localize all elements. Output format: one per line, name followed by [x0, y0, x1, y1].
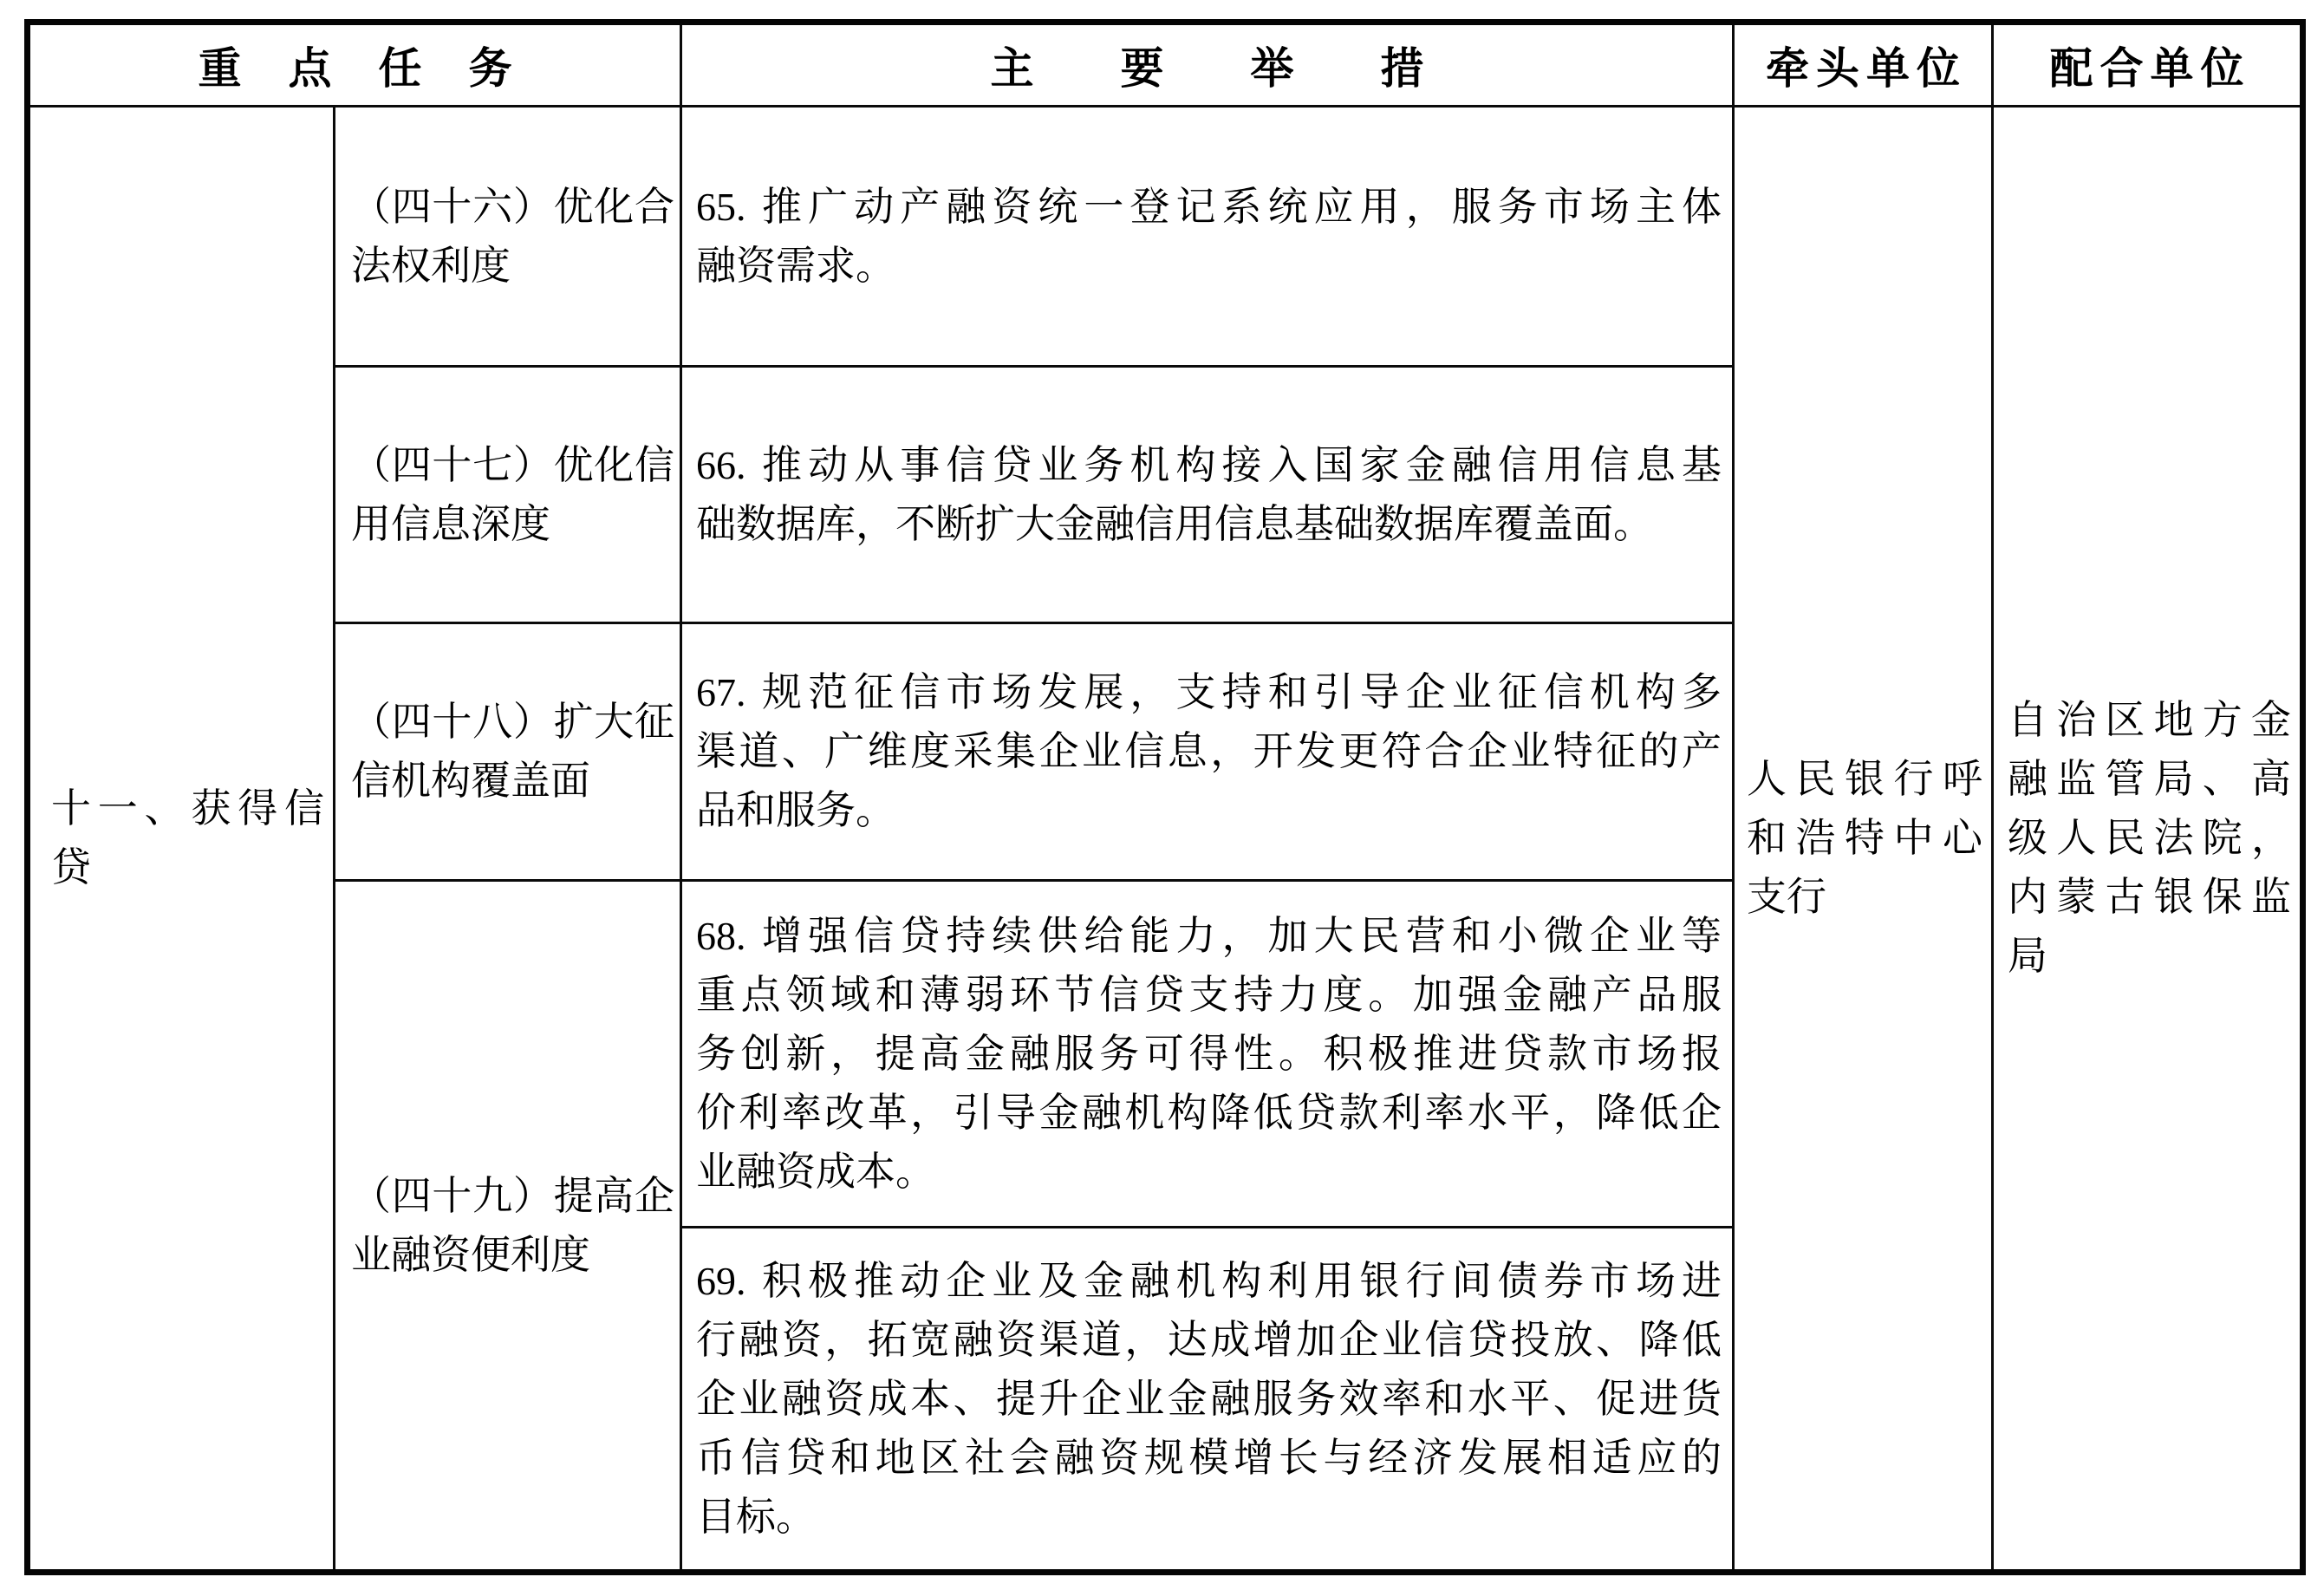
text-line: 十一、获得信 — [51, 786, 324, 831]
text-line: 级人民法院， — [2008, 816, 2291, 860]
task-cell-46 — [335, 107, 681, 367]
text-line: 目标。 — [696, 1494, 816, 1539]
text-line: 人民银行呼 — [1747, 757, 1982, 801]
measure-cell-69 — [681, 1228, 1734, 1573]
text-line: 法权利度 — [351, 243, 511, 288]
task-cell-48 — [335, 623, 681, 881]
text-line: 行融资，拓宽融资渠道，达成增加企业信贷投放、降低 — [696, 1317, 1722, 1362]
text-line: 础数据库，不断扩大金融信用信息基础数据库覆盖面。 — [696, 501, 1653, 546]
task-cell-49 — [335, 881, 681, 1573]
text-line: 66. 推动从事信贷业务机构接入国家金融信用信息基 — [696, 442, 1722, 487]
text-line: 业融资成本。 — [696, 1149, 935, 1194]
category-cell-obtaining-credit — [28, 107, 335, 1573]
support-unit-cell — [1993, 107, 2303, 1573]
text-line: 内蒙古银保监 — [2008, 875, 2291, 919]
text-line: （四十七）优化信 — [351, 442, 674, 487]
text-line: 67. 规范征信市场发展，支持和引导企业征信机构多 — [696, 670, 1722, 714]
text-line: 币信贷和地区社会融资规模增长与经济发展相适应的 — [696, 1435, 1722, 1480]
measure-cell-67 — [681, 623, 1734, 881]
text-line: 局 — [2008, 934, 2047, 978]
text-line: 品和服务。 — [696, 788, 895, 832]
text-line: 渠道、广维度采集企业信息，开发更符合企业特征的产 — [696, 729, 1722, 773]
text-line: 69. 积极推动企业及金融机构利用银行间债券市场进 — [696, 1258, 1722, 1303]
text-line: （四十九）提高企 — [351, 1173, 674, 1218]
header-lead-unit: 牵头单位 — [1734, 23, 1993, 107]
header-support-unit: 配合单位 — [1993, 23, 2303, 107]
task-division-table — [24, 19, 2306, 1575]
header-main-measures: 主要举措 — [681, 23, 1734, 107]
measure-cell-66 — [681, 367, 1734, 623]
measure-cell-68 — [681, 881, 1734, 1228]
text-line: 企业融资成本、提升企业金融服务效率和水平、促进货 — [696, 1376, 1722, 1421]
text-line: 用信息深度 — [351, 501, 550, 546]
text-line: 融监管局、高 — [2008, 757, 2291, 801]
text-line: 重点领域和薄弱环节信贷支持力度。加强金融产品服 — [696, 972, 1722, 1017]
header-key-tasks: 重点任务 — [28, 23, 681, 107]
text-line: （四十八）扩大征 — [351, 700, 674, 744]
text-line: 务创新，提高金融服务可得性。积极推进贷款市场报 — [696, 1031, 1722, 1076]
measure-cell-65 — [681, 107, 1734, 367]
task-cell-47 — [335, 367, 681, 623]
text-line: 支行 — [1747, 875, 1826, 919]
row-task-46 — [28, 107, 2303, 367]
text-line: 融资需求。 — [696, 243, 895, 288]
text-line: 业融资便利度 — [351, 1232, 590, 1277]
text-line: 65. 推广动产融资统一登记系统应用，服务市场主体 — [696, 184, 1722, 229]
text-line: 信机构覆盖面 — [351, 759, 590, 803]
text-line: （四十六）优化合 — [351, 184, 674, 229]
lead-unit-cell — [1734, 107, 1993, 1573]
header-row — [28, 23, 2303, 107]
text-line: 价利率改革，引导金融机构降低贷款利率水平，降低企 — [696, 1090, 1722, 1135]
text-line: 自治区地方金 — [2008, 698, 2291, 742]
text-line: 和浩特中心 — [1747, 816, 1982, 860]
text-line: 68. 增强信贷持续供给能力，加大民营和小微企业等 — [696, 913, 1722, 958]
text-line: 贷 — [51, 845, 91, 889]
